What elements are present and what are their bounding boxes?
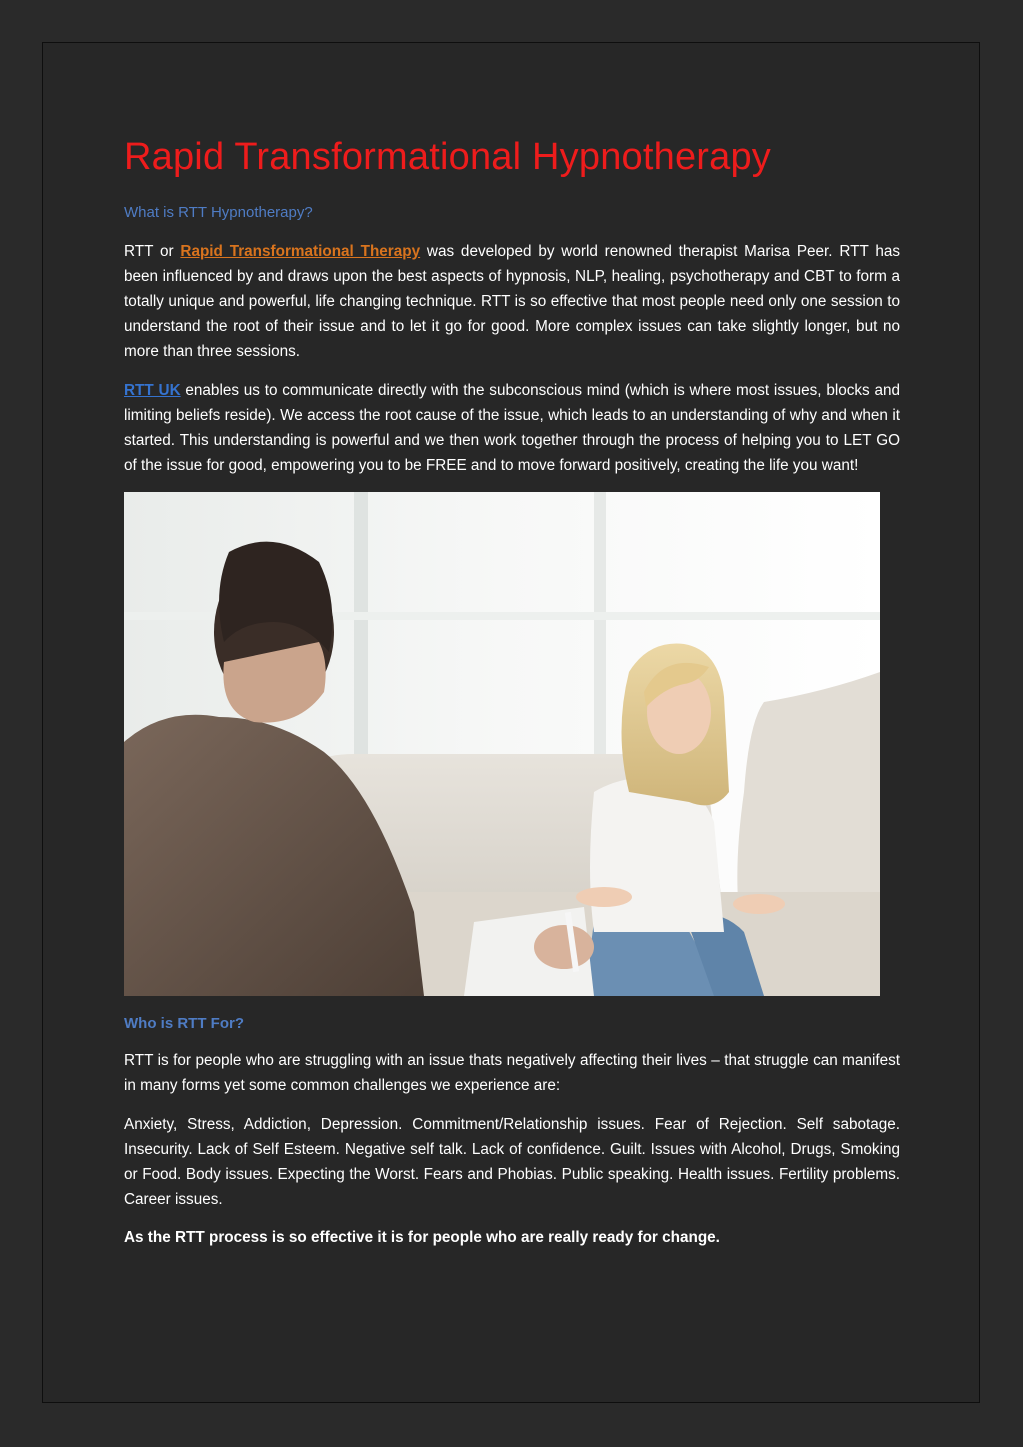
closing-statement: As the RTT process is so effective it is for people who are really ready for change. — [124, 1229, 720, 1246]
document-page — [42, 42, 980, 1403]
who-paragraph: RTT is for people who are struggling with an issue thats negatively affecting their lives – that struggle can manifest in many forms yet some common challenges we experience are: — [124, 1052, 900, 1094]
rtt-uk-paragraph — [124, 378, 900, 478]
rtt-uk-text: enables us to communicate directly with the subconscious mind (which is where most issues, blocks and limiting beliefs reside). We access the root cause of the issue, which leads to an understanding of why and when it started. This understanding is powerful and we then work together through the process of helping you to LET GO of the issue for good, empowering you to be FREE and to move forward positively, creating the life you want! — [124, 382, 900, 474]
document-content — [124, 133, 900, 1250]
intro-paragraph — [124, 239, 900, 364]
challenges-paragraph: Anxiety, Stress, Addiction, Depression. Commitment/Relationship issues. Fear of Rejection. Self sabotage. Insecurity. Lack of Self Esteem. Negative self talk. Lack of confidence. Guilt. Issues with Alcohol, Drugs, Smoking or Food. Body issues. Expecting the Worst. Fears and Phobias. Public speaking. Health issues. Fertility problems. Career issues. — [124, 1116, 900, 1208]
therapy-session-photo — [124, 492, 880, 996]
rtt-link[interactable]: Rapid Transformational Therapy — [180, 243, 421, 260]
section-heading-who-is-rtt-for: Who is RTT For? — [124, 1015, 244, 1032]
intro-text: was developed by world renowned therapist Marisa Peer. RTT has been influenced by and draws upon the best aspects of hypnosis, NLP, healing, psychotherapy and CBT to form a totally unique and powerful, life changing technique. RTT is so effective that most people need only one session to understand the root of their issue and to let it go for good. More complex issues can take slightly longer, but no more than three sessions. — [124, 243, 900, 360]
intro-prefix: RTT or — [124, 243, 181, 260]
rtt-uk-link[interactable]: RTT UK — [124, 382, 181, 399]
subtitle: What is RTT Hypnotherapy? — [124, 204, 313, 221]
page-title: Rapid Transformational Hypnotherapy — [124, 136, 772, 178]
